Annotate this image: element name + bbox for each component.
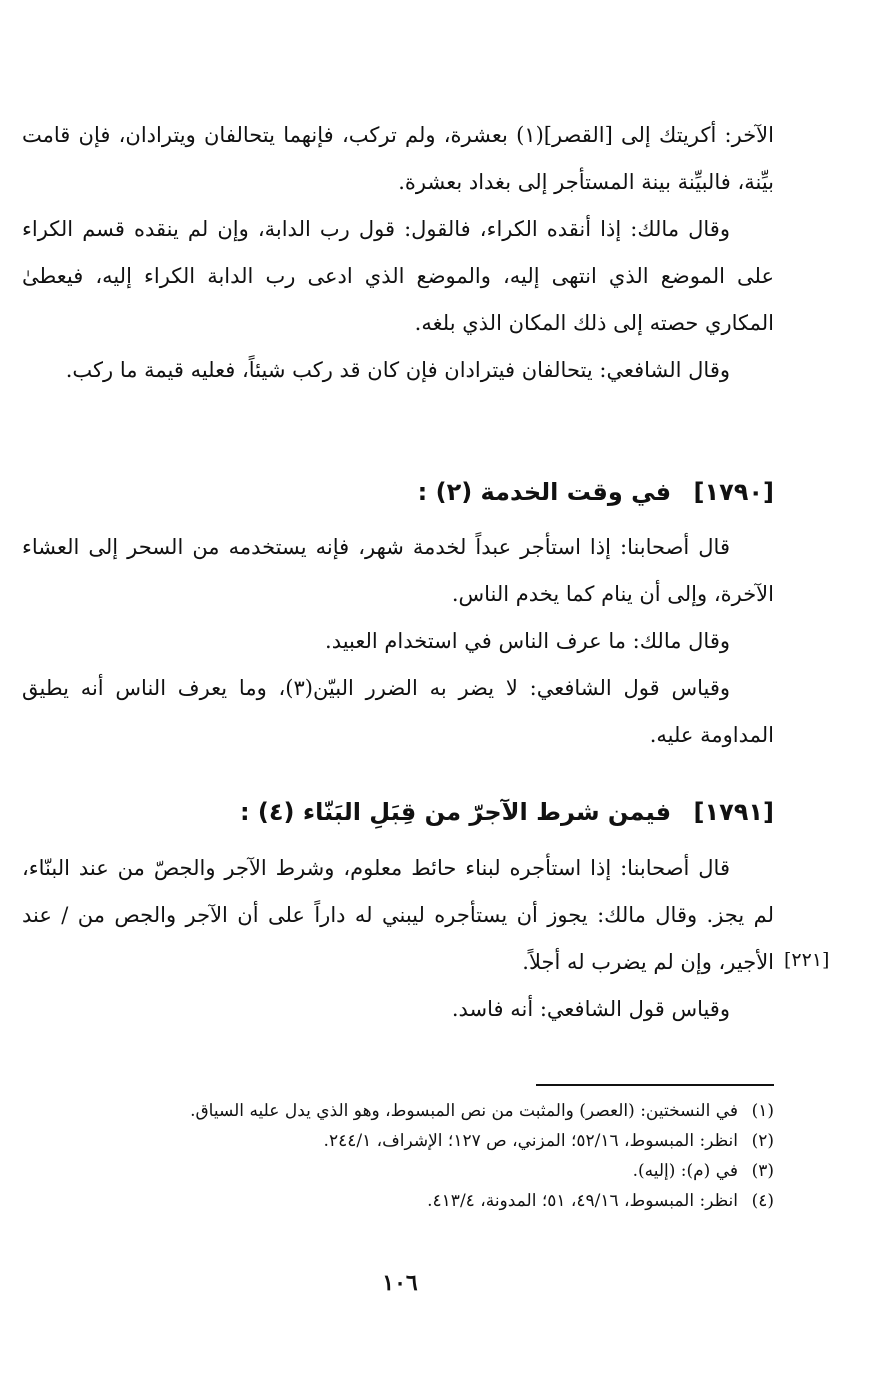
section-number: [١٧٩١]	[693, 798, 774, 826]
section-number: [١٧٩٠]	[693, 478, 774, 506]
section-heading-1791	[100, 792, 774, 832]
footnotes	[60, 1096, 774, 1216]
section-title: في وقت الخدمة (٢) :	[417, 478, 672, 506]
footnote-number: (١)	[751, 1101, 774, 1121]
footnote-text: انظر: المبسوط، ٤٩/١٦، ٥١؛ المدونة، ٤١٣/٤.	[427, 1191, 738, 1211]
footnote-number: (٣)	[751, 1161, 774, 1181]
manuscript-folio-marker: [٢٢١]	[784, 949, 830, 971]
paragraph: قال أصحابنا: إذا استأجر عبداً لخدمة شهر، فإنه يستخدمه من السحر إلى العشاء الآخرة، وإلى أن ينام كما يخدم الناس.	[22, 535, 774, 606]
footnote-number: (٢)	[751, 1131, 774, 1151]
paragraph: وقال مالك: إذا أنقده الكراء، فالقول: قول رب الدابة، وإن لم ينقده قسم الكراء على الموضع الذي انتهى إليه، والموضع الذي ادعى رب الدابة الكراء إليه، فيعطىٰ المكاري حصته إلى ذلك المكان الذي بلغه.	[22, 217, 774, 335]
paragraph: قال أصحابنا: إذا استأجره لبناء حائط معلوم، وشرط الآجر والجصّ من عند البنّاء، لم يجز. وقال مالك: يجوز أن يستأجره ليبني له داراً على أن الآجر والجص من / عند الأجير، وإن لم يضرب له أجلاً.	[22, 856, 774, 974]
footnote	[60, 1186, 774, 1216]
paragraph: وقياس قول الشافعي: أنه فاسد.	[451, 997, 730, 1021]
footnote	[60, 1156, 774, 1186]
section-1790-body	[22, 524, 774, 759]
footnote-text: في النسختين: (العصر) والمثبت من نص المبسوط، وهو الذي يدل عليه السياق.	[190, 1101, 738, 1121]
section-top	[22, 112, 774, 394]
footnote-number: (٤)	[751, 1191, 774, 1211]
footnote-divider	[536, 1084, 774, 1086]
section-heading-1790	[100, 472, 774, 512]
paragraph: الآخر: أكريتك إلى [القصر](١) بعشرة، ولم تركب، فإنهما يتحالفان ويترادان، فإن قامت بيِّنة، فالبيِّنة بينة المستأجر إلى بغداد بعشرة.	[22, 123, 774, 194]
paragraph: وقياس قول الشافعي: لا يضر به الضرر البيّن(٣)، وما يعرف الناس أنه يطيق المداومة عليه.	[22, 676, 774, 747]
footnote	[60, 1126, 774, 1156]
paragraph: وقال الشافعي: يتحالفان فيترادان فإن كان قد ركب شيئاً، فعليه قيمة ما ركب.	[65, 358, 730, 382]
paragraph: وقال مالك: ما عرف الناس في استخدام العبيد.	[325, 629, 730, 653]
footnote-text: في (م): (إليه).	[632, 1161, 738, 1181]
footnote	[60, 1096, 774, 1126]
page-number: ١٠٦	[382, 1270, 418, 1296]
footnote-text: انظر: المبسوط، ٥٢/١٦؛ المزني، ص ١٢٧؛ الإشراف، ٢٤٤/١.	[323, 1131, 738, 1151]
section-1791-body	[22, 845, 774, 1033]
section-title: فيمن شرط الآجرّ من قِبَلِ البَنّاء (٤) :	[239, 798, 672, 826]
